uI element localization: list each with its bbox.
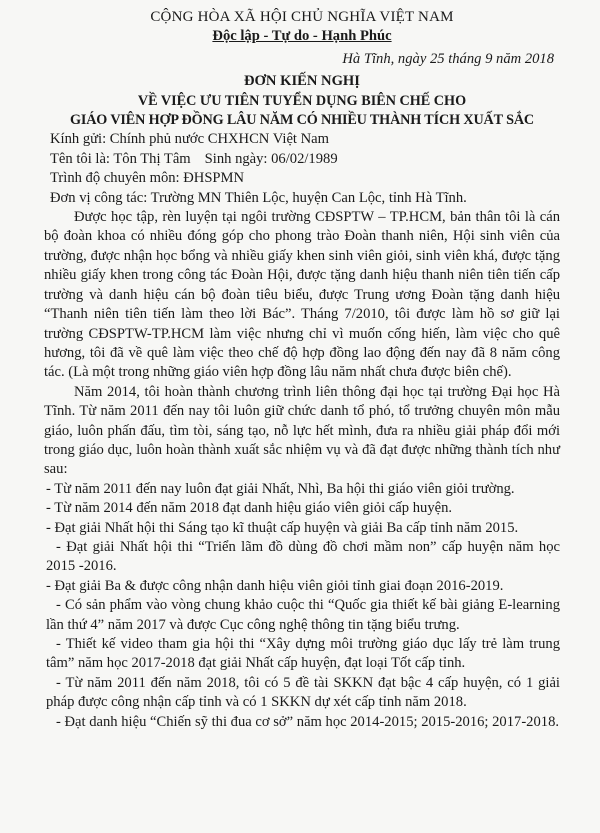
document-date: Hà Tĩnh, ngày 25 tháng 9 năm 2018 <box>342 50 554 67</box>
recipient-line: Kính gửi: Chính phủ nước CHXHCN Việt Nam <box>50 131 329 148</box>
document-subtitle-line2: GIÁO VIÊN HỢP ĐỒNG LÂU NĂM CÓ NHIỀU THÀNH TÍCH XUẤT SẮC <box>69 112 535 129</box>
workplace-line: Đơn vị công tác: Trường MN Thiên Lộc, huyện Can Lộc, tỉnh Hà Tĩnh. <box>50 189 467 206</box>
achievement-item: - Từ năm 2011 đến năm 2018, tôi có 5 đề tài SKKN đạt bậc 4 cấp huyện, có 1 giải pháp được công nhận cấp tỉnh và có 1 SKKN dự xét cấp tỉnh năm 2018. <box>46 674 560 711</box>
national-motto: Độc lập - Tự do - Hạnh Phúc <box>212 28 392 45</box>
sender-name: Tên tôi là: Tôn Thị Tâm <box>50 150 191 167</box>
achievement-item: - Đạt giải Nhất hội thi “Triển lãm đồ dùng đồ chơi mầm non” cấp huyện năm học 2015 -2016. <box>46 538 560 575</box>
achievement-item: - Đạt giải Nhất hội thi Sáng tạo kĩ thuật cấp huyện và giải Ba cấp tỉnh năm 2015. <box>46 519 519 536</box>
achievement-item: - Đạt danh hiệu “Chiến sỹ thi đua cơ sở” năm học 2014-2015; 2015-2016; 2017-2018. <box>56 713 560 730</box>
qualification-line: Trình độ chuyên môn: ĐHSPMN <box>50 170 245 187</box>
national-title: CỘNG HÒA XÃ HỘI CHỦ NGHĨA VIỆT NAM <box>150 9 454 25</box>
achievement-item: - Đạt giải Ba & được công nhận danh hiệu viên giỏi tỉnh giai đoạn 2016-2019. <box>46 577 504 594</box>
sender-info <box>50 130 560 208</box>
document-subtitle-line1: VỀ VIỆC ƯU TIÊN TUYỂN DỤNG BIÊN CHẾ CHO <box>137 92 467 109</box>
body-paragraph-1: Được học tập, rèn luyện tại ngôi trường CĐSPTW – TP.HCM, bản thân tôi là cán bộ đoàn khoa có nhiều đóng góp cho phong trào Đoàn thanh niên, Hội sinh viên của trường, được nhận học bổng và nhiều giấy khen sinh viên giỏi, sinh viên khá, được tặng nhiều giấy khen trong công tác Đoàn Hội, được tặng danh hiệu thanh niên tiên tiến cấp trường và danh hiệu cán bộ đoàn tiêu biểu, được Trung ương Đoàn tặng danh hiệu “Thanh niên tiên tiến làm theo lời Bác”. Tháng 7/2010, tôi được làm hồ sơ giữ lại trường CĐSPTW-TP.HCM làm việc nhưng chỉ vì muốn cống hiến, làm việc cho quê hương, tôi đã về quê làm việc theo chế độ hợp đồng lao động đến nay đã 8 năm công tác. (Là một trong những giáo viên hợp đồng lâu năm nhất chưa được biên chế). <box>44 209 560 381</box>
name-birth-line <box>50 150 560 169</box>
document-title: ĐƠN KIẾN NGHỊ <box>244 73 360 90</box>
sender-birthdate: Sinh ngày: 06/02/1989 <box>204 150 338 167</box>
achievement-item: - Có sản phẩm vào vòng chung khảo cuộc thi “Quốc gia thiết kế bài giảng E-learning lần thứ 4” năm 2017 và được Cục công nghệ thông tin tặng biểu trưng. <box>46 597 560 633</box>
achievement-item: - Thiết kế video tham gia hội thi “Xây dựng môi trường giáo dục lấy trẻ làm trung tâm” năm học 2017-2018 đạt giải Nhất cấp huyện, đạt loại Tốt cấp tỉnh. <box>46 636 560 672</box>
achievement-list <box>44 480 560 732</box>
body-paragraph-2: Năm 2014, tôi hoàn thành chương trình liên thông đại học tại trường Đại học Hà Tĩnh. Từ năm 2011 đến nay tôi luôn giữ chức danh tổ phó, tổ trưởng chuyên môn mẫu giáo, luôn phấn đấu, tìm tòi, sáng tạo, nỗ lực hết mình, đưa ra nhiều giải pháp đổi mới trong giáo dục, luôn hoàn thành xuất sắc nhiệm vụ và đã đạt được những thành tích như sau: <box>44 383 560 478</box>
achievement-item: - Từ năm 2014 đến năm 2018 đạt danh hiệu giáo viên giỏi cấp huyện. <box>46 500 453 517</box>
achievement-item: - Từ năm 2011 đến nay luôn đạt giải Nhất, Nhì, Ba hội thi giáo viên giỏi trường. <box>46 480 515 497</box>
